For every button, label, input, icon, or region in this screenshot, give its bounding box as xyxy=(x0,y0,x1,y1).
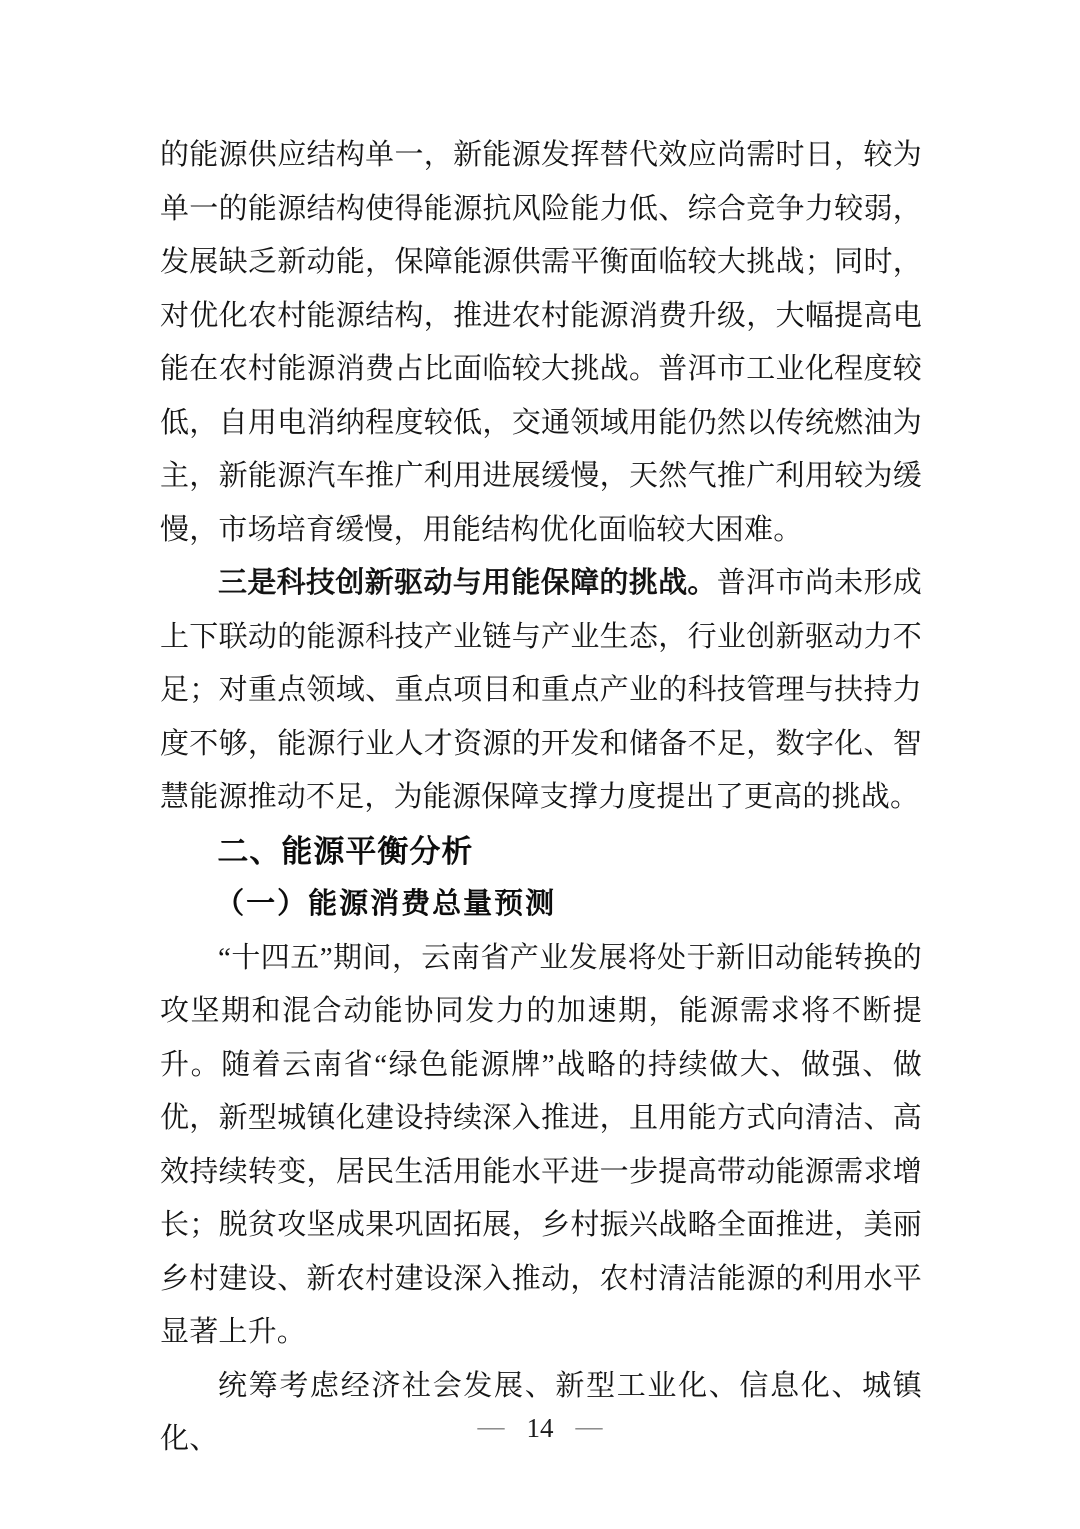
paragraph-bold-lead: 三是科技创新驱动与用能保障的挑战。 xyxy=(218,567,717,599)
section-heading-energy-balance: 二、能源平衡分析 xyxy=(217,833,474,869)
footer-left-dash: — xyxy=(477,1411,505,1441)
paragraph-challenge-three xyxy=(160,557,922,825)
page-footer xyxy=(0,1406,1080,1450)
page-number: 14 xyxy=(526,1413,554,1443)
paragraph-overall-consideration: 统筹考虑经济社会发展、新型工业化、信息化、城镇化、 xyxy=(160,1369,922,1455)
footer-right-dash: — xyxy=(575,1411,603,1441)
paragraph-body-text: 普洱市尚未形成上下联动的能源科技产业链与产业生态，行业创新驱动力不足；对重点领域、重点项目和重点产业的科技管理与扶持力度不够，能源行业人才资源的开发和储备不足，数字化、智慧能源推动不足，为能源保障支撑力度提出了更高的挑战。 xyxy=(160,567,922,813)
paragraph-forecast: “十四五”期间，云南省产业发展将处于新旧动能转换的攻坚期和混合动能协同发力的加速期，能源需求将不断提升。随着云南省“绿色能源牌”战略的持续做大、做强、做优，新型城镇化建设持续深入推进，且用能方式向清洁、高效持续转变，居民生活用能水平进一步提高带动能源需求增长；脱贫攻坚成果巩固拓展，乡村振兴战略全面推进，美丽乡村建设、新农村建设深入推动，农村清洁能源的利用水平显著上升。 xyxy=(160,941,922,1348)
paragraph-continuation: 的能源供应结构单一，新能源发挥替代效应尚需时日，较为单一的能源结构使得能源抗风险能力低、综合竞争力较弱，发展缺乏新动能，保障能源供需平衡面临较大挑战；同时，对优化农村能源结构，推进农村能源消费升级，大幅提高电能在农村能源消费占比面临较大挑战。普洱市工业化程度较低，自用电消纳程度较低，交通领域用能仍然以传统燃油为主，新能源汽车推广利用进展缓慢，天然气推广利用较为缓慢，市场培育缓慢，用能结构优化面临较大困难。 xyxy=(160,139,922,546)
subsection-heading-consumption-forecast: （一）能源消费总量预测 xyxy=(215,888,557,920)
page-content xyxy=(160,129,922,1467)
